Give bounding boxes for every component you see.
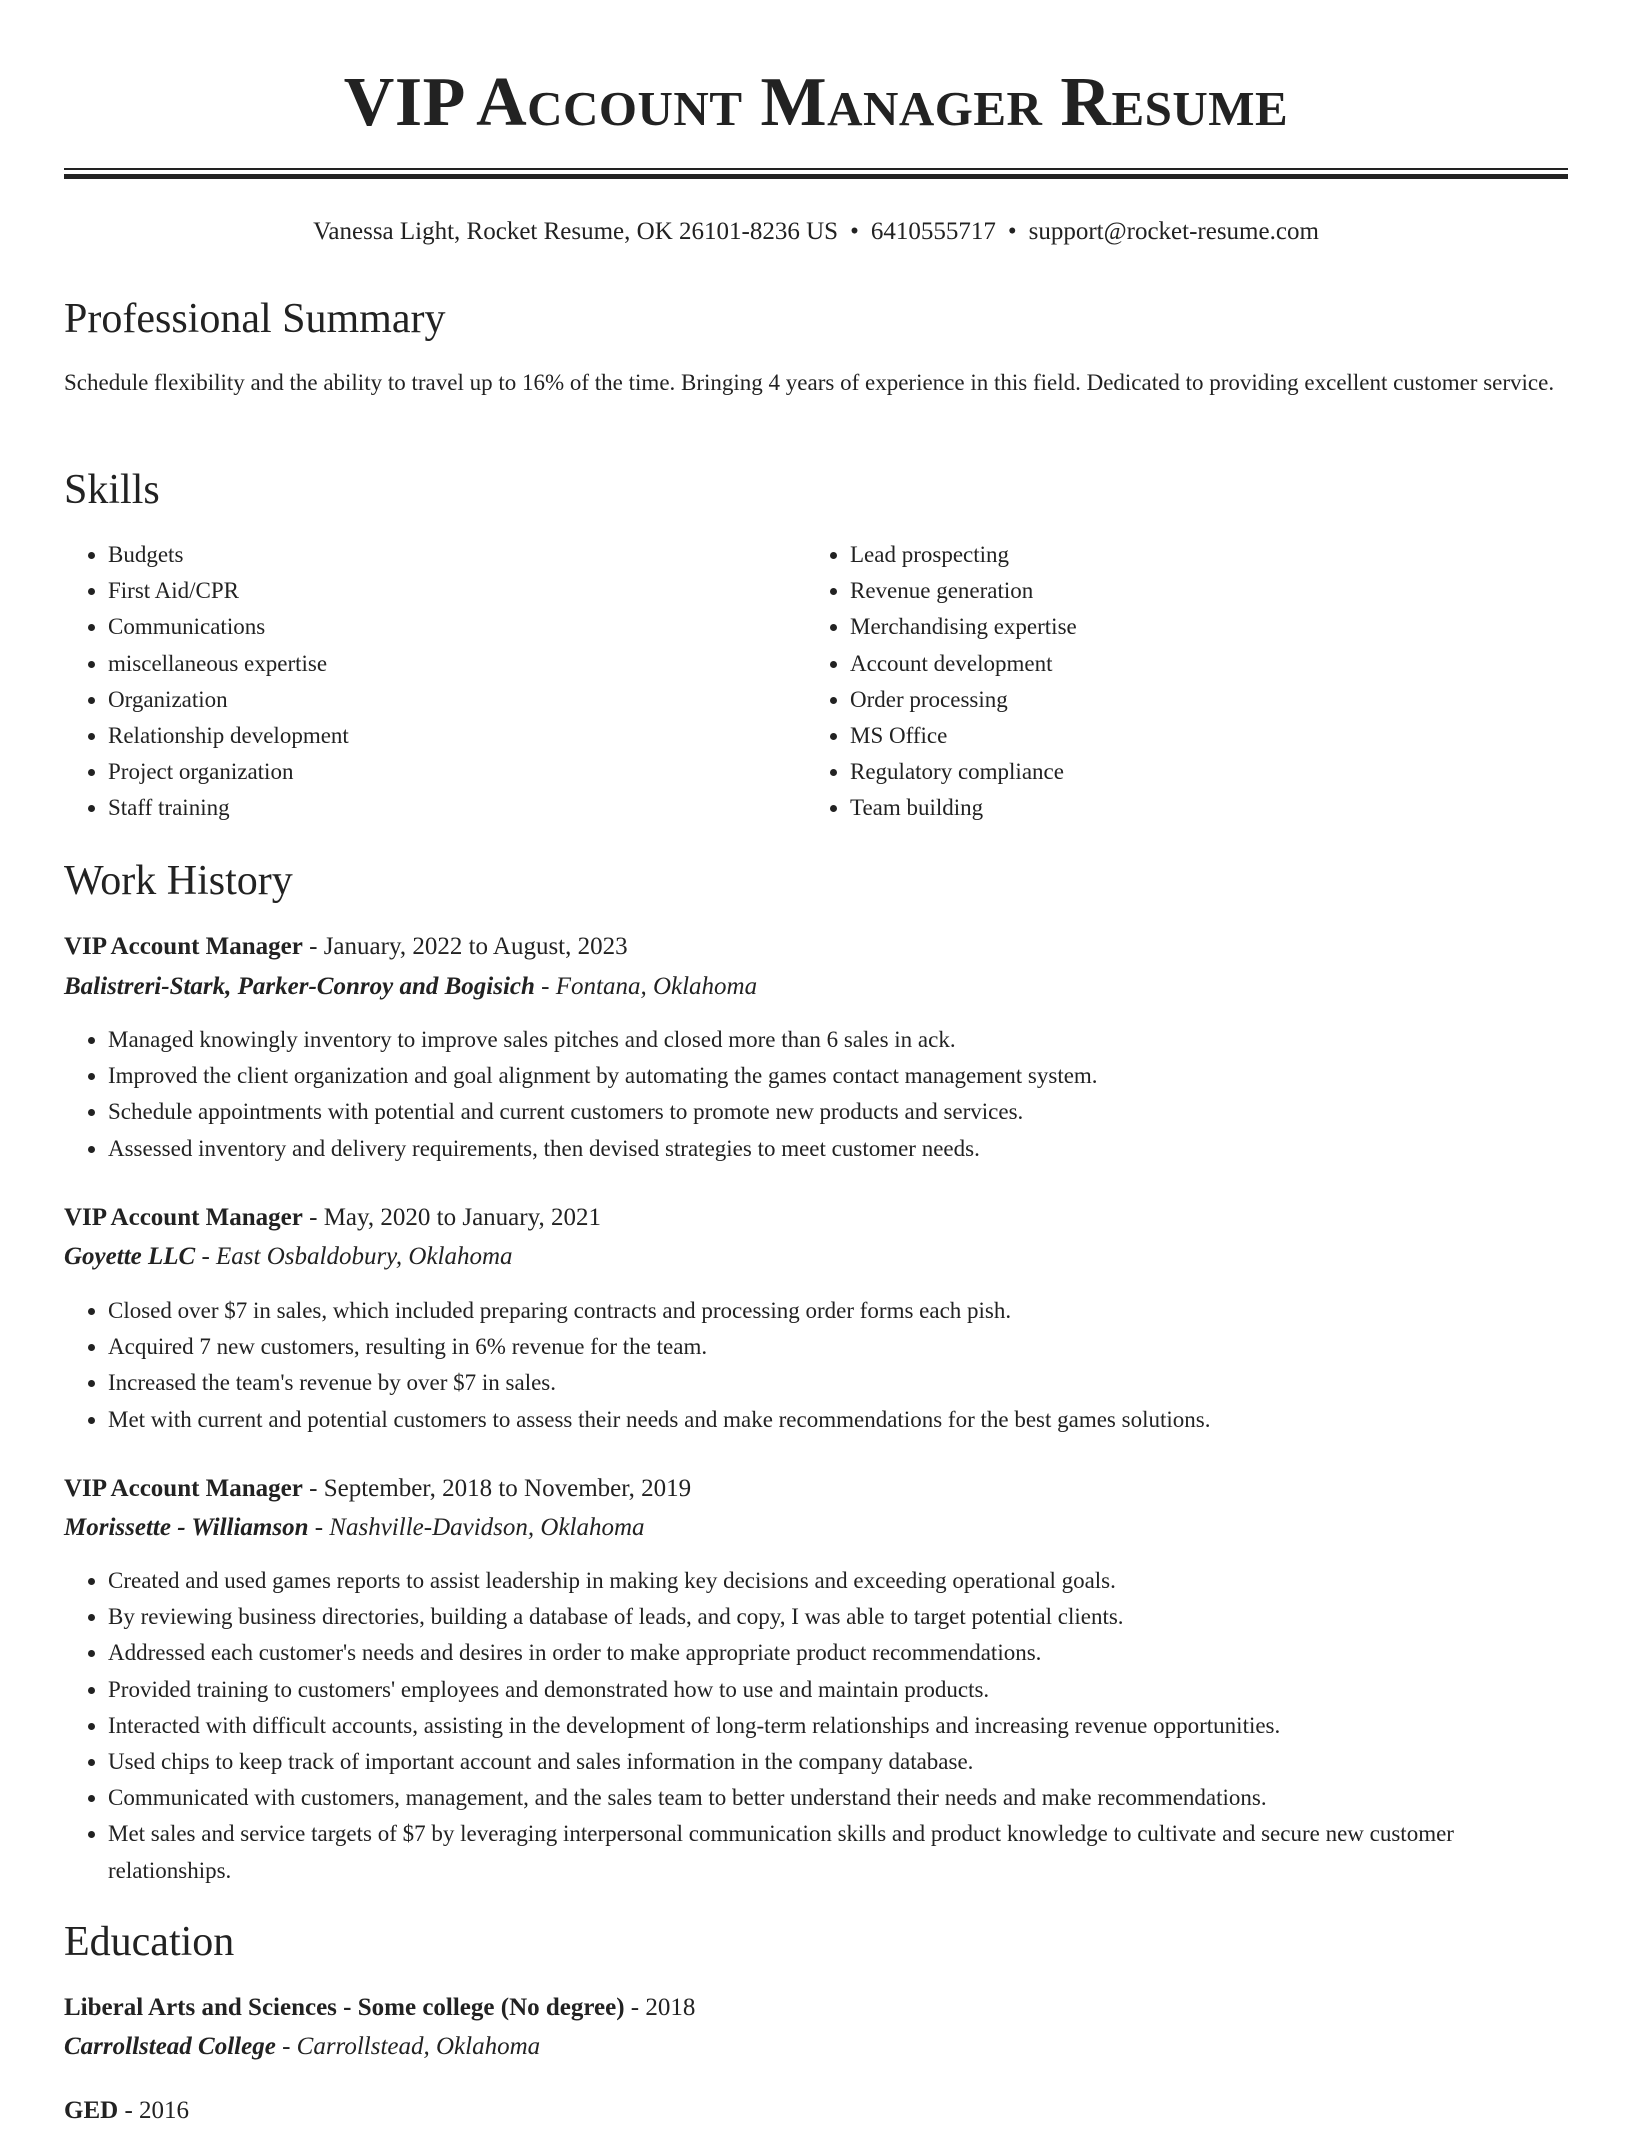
education-school: Carrollstead College	[64, 2033, 276, 2060]
job-header	[64, 1200, 601, 1236]
contact-phone: 6410555717	[870, 218, 996, 245]
job-dates: - May, 2020 to January, 2021	[302, 1204, 601, 1231]
skills-heading: Skills	[64, 467, 160, 513]
skill-item: • miscellaneous expertise	[108, 646, 808, 682]
skill-item: • Relationship development	[108, 718, 808, 754]
education-header	[64, 2093, 189, 2129]
list-item: • By reviewing business directories, building a database of leads, and copy, I was able to target potential clients.	[108, 1599, 1568, 1635]
contact-separator: •	[1007, 218, 1017, 245]
list-item: • Used chips to keep track of important account and sales information in the company database.	[108, 1744, 1568, 1780]
job-employer	[64, 1239, 513, 1275]
education-school-line	[64, 2029, 540, 2065]
list-item: • Assessed inventory and delivery requirements, then devised strategies to meet customer needs.	[108, 1131, 1568, 1167]
skill-item: • Project organization	[108, 754, 808, 790]
list-item: • Schedule appointments with potential and current customers to promote new products and services.	[108, 1094, 1568, 1130]
list-item: • Acquired 7 new customers, resulting in 6% revenue for the team.	[108, 1329, 1568, 1365]
title-rule-thick	[64, 174, 1568, 179]
skill-item: • Lead prospecting	[850, 537, 1550, 573]
list-item: • Addressed each customer's needs and desires in order to make appropriate product recommendations.	[108, 1635, 1568, 1671]
contact-address: Vanessa Light, Rocket Resume, OK 26101-8236 US	[313, 218, 839, 245]
education-degree: GED	[64, 2097, 119, 2124]
contact-line	[64, 214, 1568, 250]
job-title: VIP Account Manager	[64, 933, 303, 960]
job-location: - East Osbaldobury, Oklahoma	[195, 1243, 513, 1270]
skill-item: • Organization	[108, 682, 808, 718]
skill-item: • Account development	[850, 646, 1550, 682]
job-company: Morissette - Williamson	[64, 1514, 309, 1541]
list-item: • Met sales and service targets of $7 by leveraging interpersonal communication skills and product knowledge to cultivate and secure new customer relationships.	[108, 1816, 1568, 1888]
education-year: - 2016	[118, 2097, 190, 2124]
education-year: - 2018	[624, 1994, 696, 2021]
skills-list-right	[806, 537, 1550, 827]
title-rule-thin	[64, 168, 1568, 170]
contact-separator: •	[850, 218, 859, 245]
skill-item: • MS Office	[850, 718, 1550, 754]
list-item: • Interacted with difficult accounts, assisting in the development of long-term relationships and increasing revenue opportunities.	[108, 1708, 1568, 1744]
skill-item: • Merchandising expertise	[850, 609, 1550, 645]
skill-item: • Team building	[850, 790, 1550, 826]
education-header	[64, 1990, 695, 2026]
job-employer	[64, 969, 757, 1005]
summary-heading: Professional Summary	[64, 296, 446, 342]
work-history-heading: Work History	[64, 858, 293, 904]
list-item: • Provided training to customers' employees and demonstrated how to use and maintain products.	[108, 1672, 1568, 1708]
job-title: VIP Account Manager	[64, 1204, 303, 1231]
list-item: • Increased the team's revenue by over $7 in sales.	[108, 1365, 1568, 1401]
resume-page	[64, 0, 1568, 2124]
job-dates: - January, 2022 to August, 2023	[302, 933, 628, 960]
contact-email: support@rocket-resume.com	[1028, 218, 1319, 245]
job-company: Balistreri-Stark, Parker-Conroy and Bogisich	[64, 973, 535, 1000]
job-title: VIP Account Manager	[64, 1475, 303, 1502]
skill-item: • Budgets	[108, 537, 808, 573]
list-item: • Closed over $7 in sales, which included preparing contracts and processing order forms each pish.	[108, 1293, 1568, 1329]
education-heading: Education	[64, 1919, 235, 1965]
job-employer	[64, 1510, 645, 1546]
list-item: • Managed knowingly inventory to improve sales pitches and closed more than 6 sales in ack.	[108, 1022, 1568, 1058]
skill-item: • Regulatory compliance	[850, 754, 1550, 790]
education-location: - Carrollstead, Oklahoma	[275, 2033, 541, 2060]
education-degree: Liberal Arts and Sciences - Some college (No degree)	[64, 1994, 625, 2021]
summary-text: Schedule flexibility and the ability to travel up to 16% of the time. Bringing 4 years of experience in this field. Dedicated to providing excellent customer service.	[64, 370, 1555, 395]
skill-item: • Staff training	[108, 790, 808, 826]
list-item: • Improved the client organization and goal alignment by automating the games contact management system.	[108, 1058, 1568, 1094]
list-item: • Created and used games reports to assist leadership in making key decisions and exceeding operational goals.	[108, 1563, 1568, 1599]
job-header	[64, 1471, 691, 1507]
job-dates: - September, 2018 to November, 2019	[302, 1475, 692, 1502]
job-company: Goyette LLC	[64, 1243, 196, 1270]
skill-item: • Revenue generation	[850, 573, 1550, 609]
job-location: - Fontana, Oklahoma	[534, 973, 758, 1000]
job-bullets	[64, 1563, 1568, 1889]
skill-item: • Order processing	[850, 682, 1550, 718]
job-bullets	[64, 1022, 1568, 1167]
skills-list-left	[64, 537, 808, 827]
list-item: • Communicated with customers, management, and the sales team to better understand their needs and make recommendations.	[108, 1780, 1568, 1816]
job-bullets	[64, 1293, 1568, 1438]
list-item: • Met with current and potential customers to assess their needs and make recommendations for the best games solutions.	[108, 1402, 1568, 1438]
skill-item: • Communications	[108, 609, 808, 645]
skill-item: • First Aid/CPR	[108, 573, 808, 609]
job-location: - Nashville-Davidson, Oklahoma	[308, 1514, 645, 1541]
job-header	[64, 929, 628, 965]
resume-title: VIP Account Manager Resume	[343, 64, 1289, 141]
